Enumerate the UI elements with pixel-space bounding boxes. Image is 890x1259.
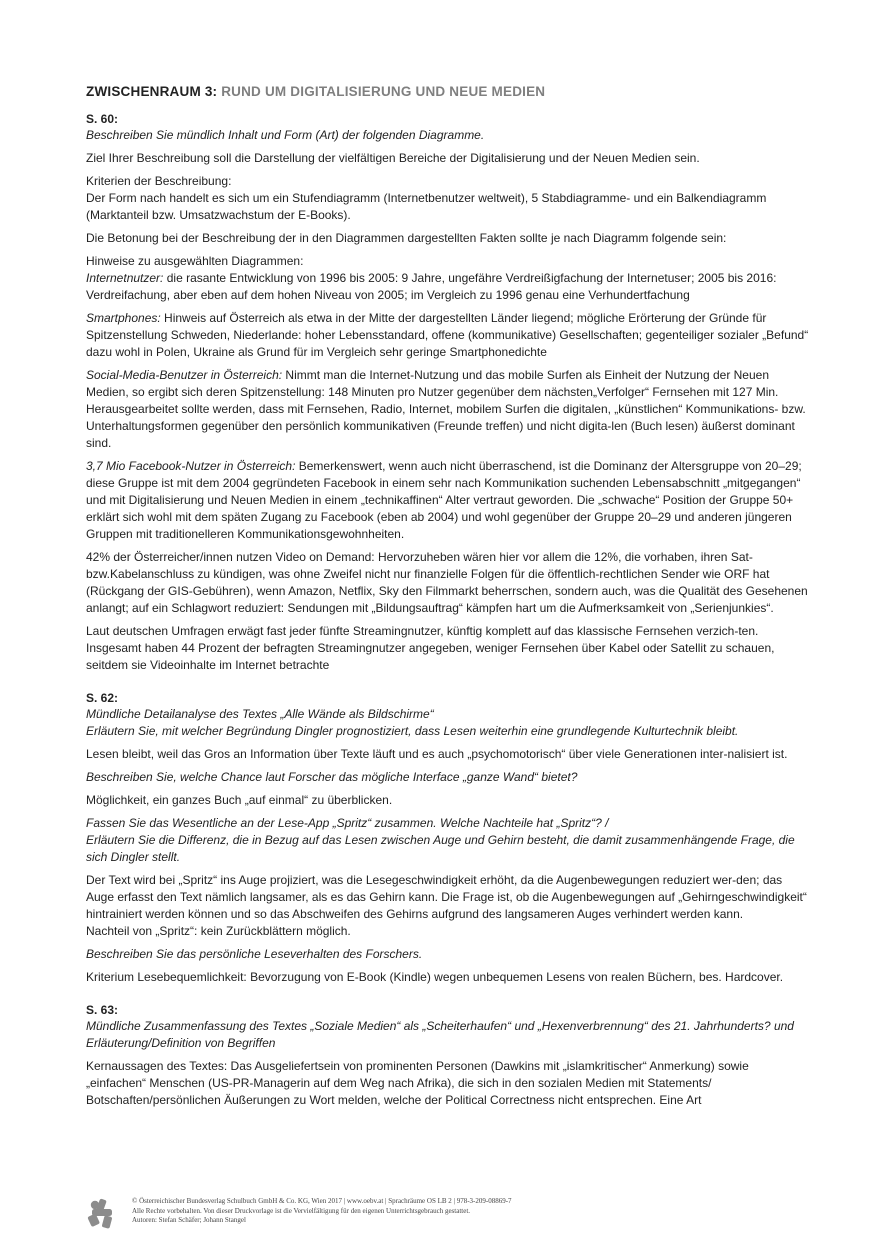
task-s62-2: Beschreiben Sie, welche Chance laut Forscher das mögliche Interface „ganze Wand“ bietet? <box>86 770 578 784</box>
paragraph-smartphones <box>86 310 810 361</box>
section-s62 <box>86 691 810 986</box>
lead-internet: Internetnutzer: <box>86 271 164 285</box>
lead-social-media: Social-Media-Benutzer in Österreich: <box>86 368 283 382</box>
task-s62-1: Mündliche Detailanalyse des Textes „Alle Wände als Bildschirme“ Erläutern Sie, mit welcher Begründung Dingler prognostiziert, dass Lesen weiterhin eine grundlegende Kulturtechnik bleibt. <box>86 707 739 738</box>
footer-text <box>132 1197 512 1226</box>
footer-copyright: © Österreichischer Bundesverlag Schulbuch GmbH & Co. KG, Wien 2017 | www.oebv.at | Sprachräume OS LB 2 | 978-3-209-08869-7 <box>132 1197 512 1205</box>
footer <box>86 1197 806 1231</box>
text-social-media: Nimmt man die Internet-Nutzung und das mobile Surfen als Einheit der Nutzung der Neuen Medien, so ergibt sich deren Spitzenstellung: 148 Minuten pro Nutzer gegenüber dem nächsten„Verfolger“ Fernsehen mit 127 Min. Herausgearbeitet sollte werden, dass mit Fernsehen, Radio, Internet, mobilem Surfen die digitalen, „künstlichen“ Kommunikations- bzw. Unterhaltungsformen gegenüber den persönlich kommunikativen (Freunde treffen) und nicht digita-len (Buch lesen) äußerst dominant sind. <box>86 368 806 450</box>
hints-intro: Hinweise zu ausgewählten Diagrammen: <box>86 254 304 268</box>
title-main: ZWISCHENRAUM 3: <box>86 84 218 99</box>
task-s60: Beschreiben Sie mündlich Inhalt und Form (Art) der folgenden Diagramme. <box>86 128 485 142</box>
paragraph-internet <box>86 253 810 304</box>
page-title <box>86 84 810 99</box>
section-s63 <box>86 1003 810 1109</box>
text-facebook: Bemerkenswert, wenn auch nicht überraschend, ist die Dominanz der Altersgruppe von 20–29; diese Gruppe ist mit dem 2004 gegründeten Facebook in einem sehr nach Kommunikation suchenden Lebensabschnitt „mitgegangen“ und mit Digitalisierung und Neuen Medien in einem „technikaffinen“ Alter vertraut geworden. Die „schwache“ Position der Gruppe 50+ erklärt sich wohl mit dem späten Zugang zu Facebook (eben ab 2004) und wohl gegenüber der Gruppe 20–29 und anderen jüngeren Gruppen mit traditionelleren Kommunikationsgewohnheiten. <box>86 459 802 541</box>
text-internet: die rasante Entwicklung von 1996 bis 2005: 9 Jahre, ungefähre Verdreißigfachung der Internetuser; 2005 bis 2016: Verdreifachung, aber eben auf dem hohen Niveau von 2005; im Vergleich zu 1996 genau eine Verhundertfachung <box>86 271 777 302</box>
paragraph-social-media <box>86 367 810 452</box>
answer-s62-3: Der Text wird bei „Spritz“ ins Auge projiziert, was die Lesegeschwindigkeit erhöht, da die Augenbewegungen reduziert wer-den; das Auge erfasst den Text nämlich langsamer, als es das Gehirn kann. Die Frage ist, ob die Augenbewegungen auf „Gehirngeschwindigkeit“ hintrainiert werden können und so das Abschweifen des Gehirns aufgrund des langsameren Auges verhindert werden kann. Nachteil von „Spritz“: kein Zurückblättern möglich. <box>86 873 807 938</box>
answer-s62-4: Kriterium Lesebequemlichkeit: Bevorzugung von E-Book (Kindle) wegen unbequemen Lesens von realen Büchern, bes. Hardcover. <box>86 970 784 984</box>
task-s63-1: Mündliche Zusammenfassung des Textes „Soziale Medien“ als „Scheiterhaufen“ und „Hexenverbrennung“ des 21. Jahrhunderts? und Erläuterung/Definition von Begriffen <box>86 1019 794 1050</box>
paragraph-facebook <box>86 458 810 543</box>
task-s62-3: Fassen Sie das Wesentliche an der Lese-App „Spritz“ zusammen. Welche Nachteile hat „Spritz“? / Erläutern Sie die Differenz, die in Bezug auf das Lesen zwischen Auge und Gehirn besteht, die damit zusammenhängende Frage, die sich Dingler stellt. <box>86 816 795 864</box>
section-label-s63: S. 63: <box>86 1003 119 1017</box>
section-label-s62: S. 62: <box>86 691 119 705</box>
paragraph-vod: 42% der Österreicher/innen nutzen Video on Demand: Hervorzuheben wären hier vor allem die 12%, die vorhaben, ihren Sat- bzw.Kabelanschluss zu kündigen, was ohne Zweifel nicht nur finanzielle Folgen für die öffentlich-rechtlichen Sender wie ORF hat (Rückgang der GIS-Gebühren), wenn Amazon, Netflix, Sky den Filmmarkt beherrschen, sondern auch, was die Qualität des Gesehenen anlangt; auf ein Schlagwort reduziert: Sendungen mit „Bildungsauftrag“ kämpfen hart um die Aufmerksamkeit von „Serienjunkies“. <box>86 550 808 615</box>
oebv-logo-icon <box>86 1197 118 1231</box>
footer-authors: Autoren: Stefan Schäfer; Johann Stangel <box>132 1216 246 1225</box>
text-smartphones: Hinweis auf Österreich als etwa in der Mitte der dargestellten Länder liegend; mögliche Erörterung der Gründe für Spitzenstellung Schweden, Niederlande: hoher Lebensstandard, offene (kommunikative) Gesellschaften; gegenteiliger sozialer „Befund“ dazu wohl in Polen, Ukraine als Grund für im Vergleich sehr geringe Smartphonedichte <box>86 311 809 359</box>
section-label-s60: S. 60: <box>86 112 119 126</box>
lead-facebook: 3,7 Mio Facebook-Nutzer in Österreich: <box>86 459 296 473</box>
answer-s62-2: Möglichkeit, ein ganzes Buch „auf einmal“ zu überblicken. <box>86 793 393 807</box>
footer-rights: Alle Rechte vorbehalten. Von dieser Druckvorlage ist die Vervielfältigung für den eigenen Unterrichtsgebrauch gestattet. <box>132 1206 471 1215</box>
paragraph-criteria: Kriterien der Beschreibung: Der Form nach handelt es sich um ein Stufendiagramm (Internetbenutzer weltweit), 5 Stabdiagramme- und ein Balkendiagramm (Marktanteil bzw. Umsatzwachstum der E-Books). <box>86 174 767 222</box>
task-s62-4: Beschreiben Sie das persönliche Leseverhalten des Forschers. <box>86 947 423 961</box>
answer-s63-1: Kernaussagen des Textes: Das Ausgeliefertsein von prominenten Personen (Dawkins mit „islamkritischer“ Anmerkung) sowie „einfachen“ Menschen (US-PR-Managerin auf dem Weg nach Afrika), die sich in den sozialen Medien mit Statements/ Botschaften/persönlichen Äußerungen zu Wort melden, welche der Political Correctness nicht entsprechen. Eine Art <box>86 1059 749 1107</box>
paragraph-streaming: Laut deutschen Umfragen erwägt fast jeder fünfte Streamingnutzer, künftig komplett auf das klassische Fernsehen verzich-ten. Insgesamt haben 44 Prozent der befragten Streamingnutzer angegeben, weniger Fernsehen über Kabel oder Satellit zu schauen, seitdem sie Videoinhalte im Internet betrachte <box>86 624 775 672</box>
section-s60 <box>86 112 810 674</box>
paragraph-emphasis: Die Betonung bei der Beschreibung der in den Diagrammen dargestellten Fakten sollte je nach Diagramm folgende sein: <box>86 231 727 245</box>
answer-s62-1: Lesen bleibt, weil das Gros an Information über Texte läuft und es auch „psychomotorisch“ über viele Generationen inter-nalisiert ist. <box>86 747 788 761</box>
paragraph-goal: Ziel Ihrer Beschreibung soll die Darstellung der vielfältigen Bereiche der Digitalisierung und der Neuen Medien sein. <box>86 151 700 165</box>
lead-smartphones: Smartphones: <box>86 311 161 325</box>
title-sub: RUND UM DIGITALISIERUNG UND NEUE MEDIEN <box>221 84 546 99</box>
